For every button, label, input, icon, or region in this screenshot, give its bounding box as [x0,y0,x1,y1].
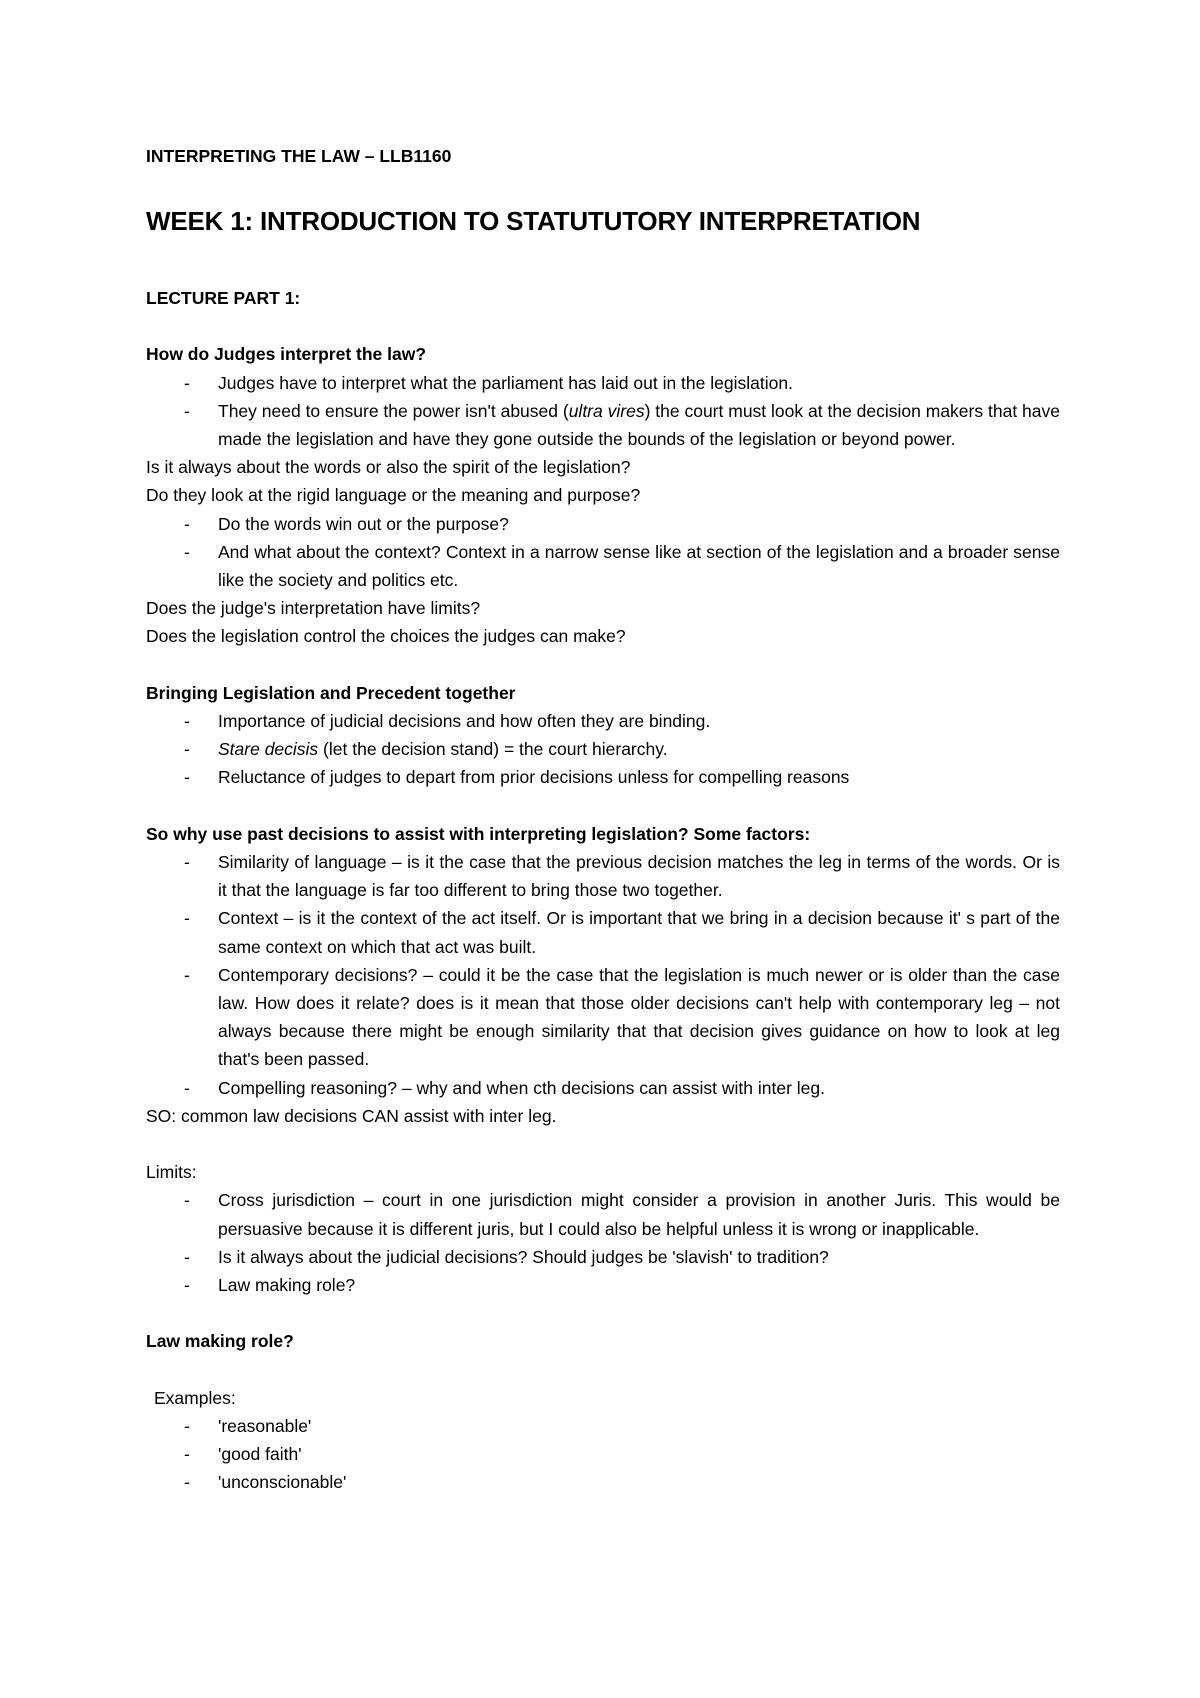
bullet-list [146,369,1060,454]
list-item: - Contemporary decisions? – could it be the case that the legislation is much newer or is older than the case law. How does it relate? does is it mean that those older decisions can't help with contemporary leg – not always because there might be enough similarity that that decision gives guidance on how to look at leg that's been passed. [146,961,1060,1074]
list-item: - And what about the context? Context in a narrow sense like at section of the legislation and a broader sense like the society and politics etc. [146,538,1060,594]
list-item: - Is it always about the judicial decisions? Should judges be 'slavish' to tradition? [146,1243,1060,1271]
bullet-text: They need to ensure the power isn't abused ( [218,400,569,421]
question-line: Does the legislation control the choices the judges can make? [146,626,626,647]
bullet-text: ) the court must look at the decision makers that have made the legislation and have they gone outside the bounds of the legislation or beyond power. [218,400,1060,449]
bullet-list [146,707,1060,792]
list-item: - 'unconscionable' [146,1468,1060,1496]
week-title: WEEK 1: INTRODUCTION TO STATUTUTORY INTERPRETATION [146,206,921,236]
list-item: - Context – is it the context of the act itself. Or is important that we bring in a decision because it' s part of the same context on which that act was built. [146,904,1060,960]
examples-list [146,1412,1060,1497]
question-line: Does the judge's interpretation have limits? [146,598,481,619]
bullet-list [146,848,1060,1102]
list-item: - Cross jurisdiction – court in one jurisdiction might consider a provision in another Juris. This would be persuasive because it is different juris, but I could also be helpful unless it is wrong or inapplicable. [146,1186,1060,1242]
list-item [146,397,1060,453]
document-body [146,284,1060,1497]
summary-line: SO: common law decisions CAN assist with inter leg. [146,1105,557,1126]
section-heading-judges: How do Judges interpret the law? [146,344,427,365]
examples-label: Examples: [154,1387,236,1408]
stare-decisis-term: Stare decisis [218,739,319,760]
list-item: - 'reasonable' [146,1412,1060,1440]
list-item: - Law making role? [146,1271,1060,1299]
section-heading-precedent: Bringing Legislation and Precedent together [146,682,516,703]
list-item: - Compelling reasoning? – why and when cth decisions can assist with inter leg. [146,1074,1060,1102]
lecture-heading: LECTURE PART 1: [146,288,301,308]
bullet-text: (let the decision stand) = the court hierarchy. [318,739,668,760]
list-item: - Judges have to interpret what the parliament has laid out in the legislation. [146,369,1060,397]
list-item: - 'good faith' [146,1440,1060,1468]
ultra-vires-term: ultra vires [568,400,645,421]
list-item: - Importance of judicial decisions and how often they are binding. [146,707,1060,735]
bullet-list [146,1186,1060,1299]
list-item: - Do the words win out or the purpose? [146,510,1060,538]
section-heading-law-making: Law making role? [146,1331,294,1352]
question-line: Do they look at the rigid language or the meaning and purpose? [146,485,641,506]
list-item: - Reluctance of judges to depart from prior decisions unless for compelling reasons [146,763,1060,791]
bullet-list [146,510,1060,595]
course-title: INTERPRETING THE LAW – LLB1160 [146,146,452,166]
limits-label: Limits: [146,1162,197,1183]
list-item [146,735,1060,763]
list-item: - Similarity of language – is it the case that the previous decision matches the leg in terms of the words. Or is it that the language is far too different to bring those two together. [146,848,1060,904]
section-heading-past-decisions: So why use past decisions to assist with interpreting legislation? Some factors: [146,823,811,844]
question-line: Is it always about the words or also the spirit of the legislation? [146,457,631,478]
